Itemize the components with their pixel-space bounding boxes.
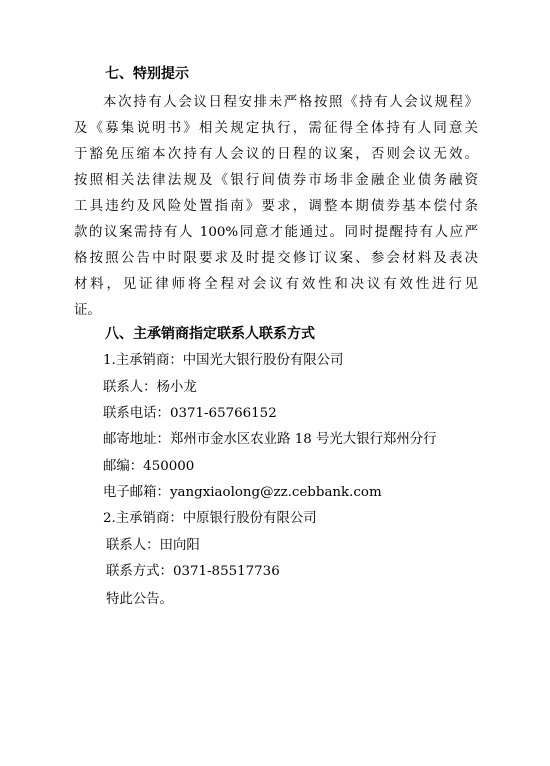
paragraph-line: 按照相关法律法规及《银行间债券市场非金融企业债务融资 [74, 173, 478, 188]
underwriter-2-phone: 联系方式：0371-85517736 [106, 564, 280, 579]
paragraph-line: 本次持有人会议日程安排未严格按照《持有人会议规程》 [103, 95, 478, 110]
closing-statement: 特此公告。 [106, 592, 173, 607]
paragraph-line: 工具违约及风险处置指南》要求，调整本期债券基本偿付条 [74, 199, 478, 214]
paragraph-line: 及《募集说明书》相关规定执行，需征得全体持有人同意关 [74, 121, 478, 136]
underwriter-1-phone: 联系电话：0371-65766152 [103, 406, 277, 421]
paragraph-line: 材料，见证律师将全程对会议有效性和决议有效性进行见 [74, 277, 478, 292]
underwriter-1-name: 1.主承销商：中国光大银行股份有限公司 [103, 353, 344, 368]
section-heading-special-notice: 七、特别提示 [105, 66, 189, 82]
section-heading-contact: 八、主承销商指定联系人联系方式 [105, 326, 315, 342]
underwriter-1-address: 邮寄地址：郑州市金水区农业路 18 号光大银行郑州分行 [103, 432, 437, 447]
paragraph-line: 格按照公告中时限要求及时提交修订议案、参会材料及表决 [74, 251, 478, 266]
underwriter-1-postcode: 邮编：450000 [103, 459, 195, 474]
paragraph-line: 款的议案需持有人 100%同意才能通过。同时提醒持有人应严 [74, 225, 478, 240]
paragraph-line: 证。 [74, 303, 101, 318]
underwriter-1-email: 电子邮箱：yangxiaolong@zz.cebbank.com [103, 485, 382, 500]
underwriter-2-contact-person: 联系人：田向阳 [106, 538, 200, 553]
underwriter-2-name: 2.主承销商：中原银行股份有限公司 [103, 511, 317, 526]
underwriter-1-contact-person: 联系人：杨小龙 [103, 380, 197, 395]
special-notice-paragraph [74, 90, 478, 324]
paragraph-line: 于豁免压缩本次持有人会议的日程的议案，否则会议无效。 [74, 147, 478, 162]
